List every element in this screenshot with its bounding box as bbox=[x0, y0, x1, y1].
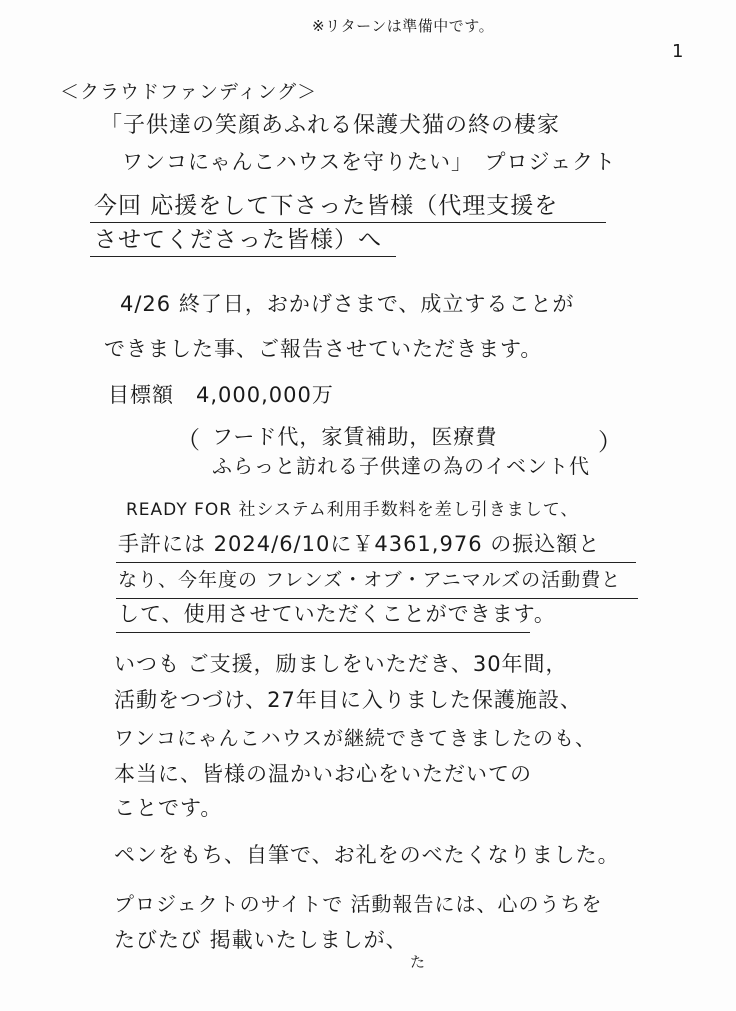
fee-underline3 bbox=[116, 598, 638, 599]
fee-line1: READY FOR 社システム利用手数料を差し引きまして、 bbox=[126, 500, 579, 520]
site-line1: プロジェクトのサイトで 活動報告には、心のうちを bbox=[114, 892, 603, 916]
fee-underline2 bbox=[116, 562, 636, 563]
site-line2: たびたび 掲載いたしましが、 bbox=[114, 928, 408, 952]
report-line1: 4/26 終了日，おかげさまで、成立することが bbox=[120, 292, 575, 316]
title-project-line1: 「子供達の笑顔あふれる保護犬猫の終の棲家 bbox=[100, 113, 561, 138]
goal-detail-line2: ふらっと訪れる子供達の為のイベント代 bbox=[212, 454, 590, 478]
addressee-underline2 bbox=[90, 256, 396, 257]
thanks-line4: 本当に、皆様の温かいお心をいただいての bbox=[114, 762, 532, 786]
preparation-note: ※リターンは準備中です。 bbox=[312, 17, 495, 35]
title-crowdfunding: ＜クラウドファンディング＞ bbox=[60, 81, 318, 103]
pen-line: ペンをもち、自筆で、お礼をのべたくなりました。 bbox=[114, 843, 620, 867]
page-number: 1 bbox=[672, 41, 684, 62]
addressee-line2: させてくださった皆様）へ bbox=[94, 227, 382, 253]
fee-line2: 手許には 2024/6/10に￥4361,976 の振込額と bbox=[118, 532, 601, 556]
title-project-line2: ワンコにゃんこハウスを守りたい」 プロジェクト bbox=[122, 150, 617, 174]
thanks-line2: 活動をつづけ、27年目に入りました保護施設、 bbox=[114, 688, 582, 712]
goal-paren-close: ） bbox=[598, 428, 623, 456]
fee-underline4 bbox=[116, 632, 530, 633]
goal-paren-open: （ bbox=[176, 426, 201, 454]
addressee-underline1 bbox=[90, 222, 606, 223]
goal-amount: 目標額 4,000,000万 bbox=[108, 383, 334, 407]
thanks-line1: いつも ご支援，励ましをいただき、30年間， bbox=[114, 652, 568, 676]
thanks-line3: ワンコにゃんこハウスが継続できてきましたのも、 bbox=[114, 726, 596, 750]
goal-detail-line1: フード代，家賃補助，医療費 bbox=[212, 425, 498, 449]
site-insert-char: た bbox=[410, 953, 426, 971]
report-line2: できました事、ご報告させていただきます。 bbox=[104, 337, 543, 361]
fee-line3: なり、今年度の フレンズ・オブ・アニマルズの活動費と bbox=[118, 569, 622, 591]
fee-line4: して、使用させていただくことができます。 bbox=[118, 602, 556, 626]
addressee-line1: 今回 応援をして下さった皆様（代理支援を bbox=[94, 193, 559, 219]
thanks-line5: ことです。 bbox=[114, 796, 223, 820]
